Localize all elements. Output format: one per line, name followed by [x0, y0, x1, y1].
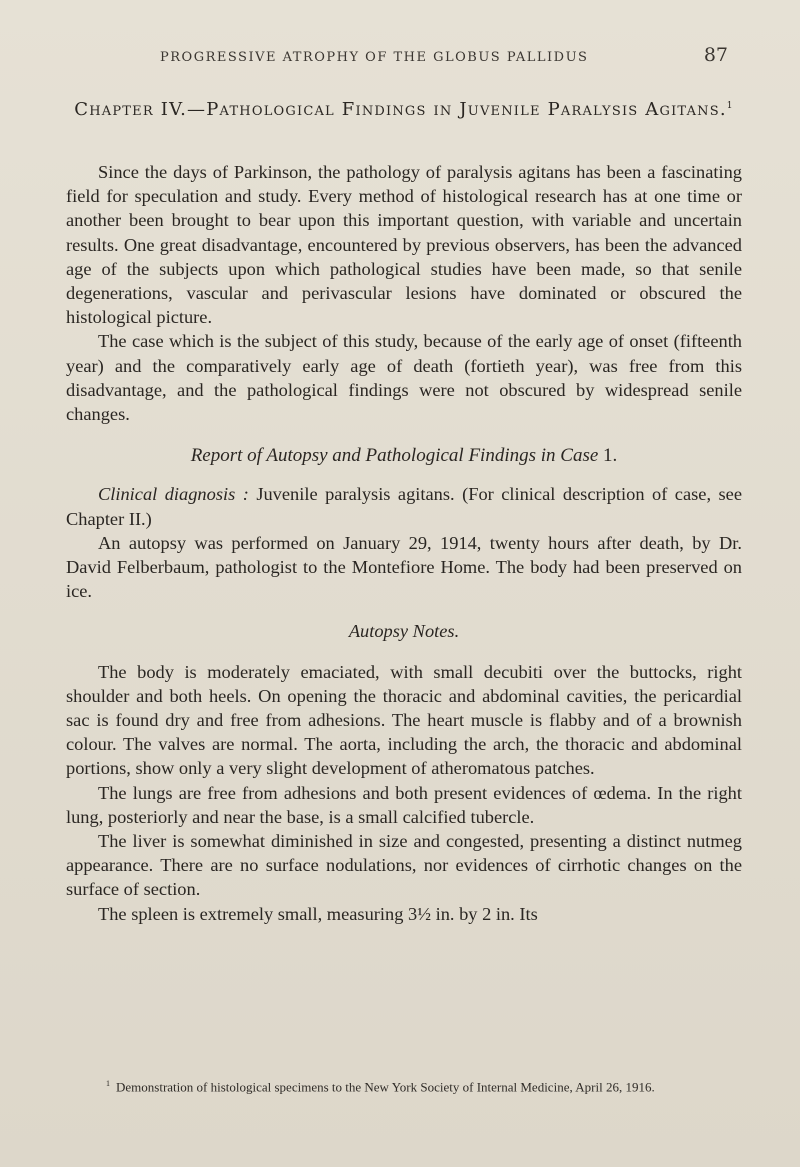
footnote: [80, 1073, 750, 1097]
body-text: [66, 160, 742, 926]
paragraph: An autopsy was performed on January 29, 1914, twenty hours after death, by Dr. David Felberbaum, pathologist to the Montefiore Home. The body had been preserved on ice.: [66, 532, 742, 602]
chapter-title-text: Chapter IV.—Pathological Findings in Juvenile Paralysis Agitans.: [74, 99, 727, 120]
paragraph: The case which is the subject of this study, because of the early age of onset (fifteenth year) and the comparatively early age of death (fortieth year), was free from this disadvantage, and the pathological findings were not obscured by widespread senile changes.: [66, 331, 742, 425]
report-case-number: 1.: [603, 445, 618, 467]
report-heading: [66, 444, 742, 468]
chapter-title: [64, 92, 744, 124]
page-number: 87: [703, 44, 728, 66]
clinical-diagnosis: [66, 482, 742, 530]
running-title: PROGRESSIVE ATROPHY OF THE GLOBUS PALLIDUS: [160, 50, 589, 65]
footnote-text: Demonstration of histological specimens to the New York Society of Internal Medicine, April 26, 1916.: [116, 1079, 655, 1095]
clinical-diagnosis-text: Juvenile paralysis agitans. (For clinical description of case, see Chapter II.): [66, 484, 743, 529]
paragraph: The lungs are free from adhesions and both present evidences of œdema. In the right lung, posteriorly and near the base, is a small calcified tubercle.: [66, 782, 742, 827]
autopsy-notes-heading: Autopsy Notes.: [348, 621, 460, 642]
paragraph: The spleen is extremely small, measuring 3½ in. by 2 in. Its: [98, 903, 538, 924]
chapter-footnote-ref: 1: [726, 101, 734, 111]
paragraph: The liver is somewhat diminished in size and congested, presenting a distinct nutmeg appearance. There are no surface nodulations, nor evidences of cirrhotic changes on the surface of section.: [66, 831, 742, 900]
footnote-mark: 1: [106, 1079, 110, 1088]
paragraph: Since the days of Parkinson, the pathology of paralysis agitans has been a fascinating field for speculation and study. Every method of histological research has at one time or another been brought to bear upon this important question, with variable and uncertain results. One great disadvantage, encountered by previous observers, has been the advanced age of the subjects upon which pathological studies have been made, so that senile degenerations, vascular and perivascular lesions have dominated or obscured the histological picture.: [66, 162, 742, 328]
running-head: [160, 44, 740, 66]
paragraph: The body is moderately emaciated, with small decubiti over the buttocks, right shoulder and both heels. On opening the thoracic and abdominal cavities, the pericardial sac is found dry and free from adhesions. The heart muscle is flabby and of a brownish colour. The valves are normal. The aorta, including the arch, the thoracic and abdominal portions, show only a very slight development of atheromatous patches.: [66, 661, 742, 779]
clinical-diagnosis-label: Clinical diagnosis :: [98, 484, 249, 505]
report-heading-text: Report of Autopsy and Pathological Findings in Case: [190, 445, 599, 467]
